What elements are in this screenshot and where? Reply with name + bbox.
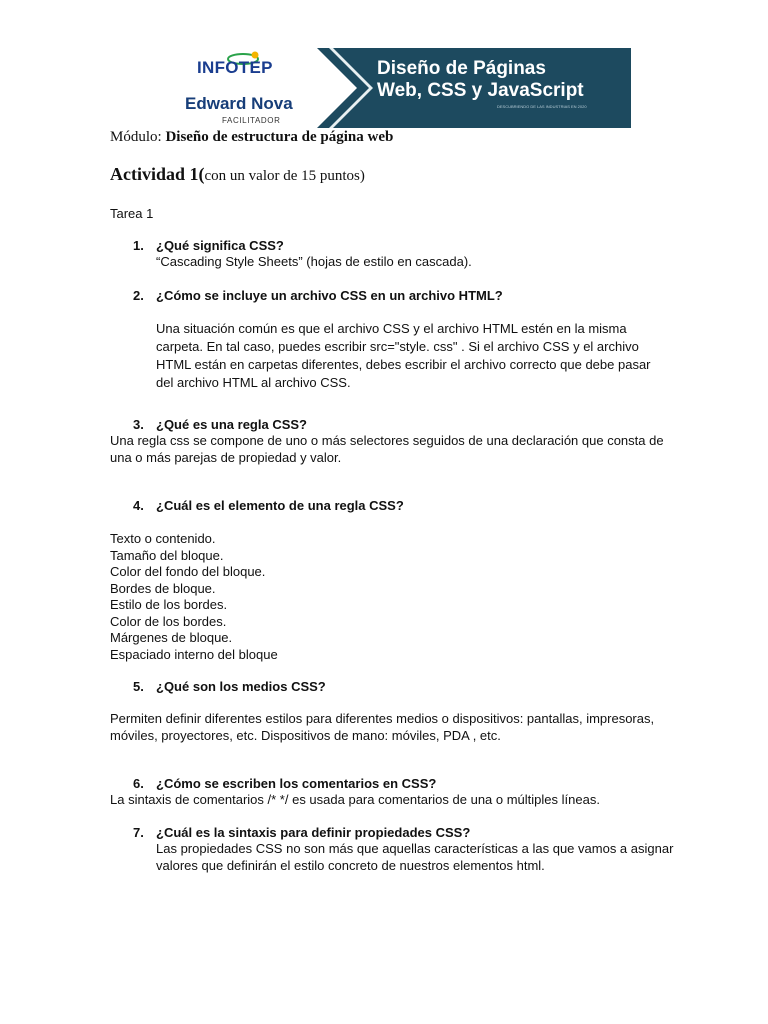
question-4: ¿Cuál es el elemento de una regla CSS? [156, 498, 404, 513]
activity-heading [110, 164, 365, 185]
answer-line: Una regla css se compone de uno o más selectores seguidos de una declaración que consta de [110, 433, 664, 448]
answer-1 [156, 254, 472, 271]
module-line [110, 129, 393, 146]
question-number: 2. [133, 288, 144, 303]
answer-line: Una situación común es que el archivo CSS y el archivo HTML estén en la misma [156, 321, 627, 336]
answer-line: móviles, proyectores, etc. Dispositivos de mano: móviles, PDA , etc. [110, 727, 501, 743]
answer-line: “Cascading Style Sheets” (hojas de estilo en cascada). [156, 254, 472, 269]
task-label: Tarea 1 [110, 206, 154, 221]
question-number: 3. [133, 417, 144, 432]
banner-facilitator-role: FACILITADOR [222, 116, 281, 125]
question-2: ¿Cómo se incluye un archivo CSS en un archivo HTML? [156, 288, 503, 303]
question-number: 5. [133, 679, 144, 694]
activity-title: Actividad 1( [110, 164, 205, 184]
question-number: 4. [133, 498, 144, 513]
answer-line: La sintaxis de comentarios /* */ es usada para comentarios de una o múltiples líneas. [110, 792, 600, 807]
module-label: Módulo: [110, 129, 162, 145]
answer-line: Permiten definir diferentes estilos para diferentes medios o dispositivos: pantallas, impresoras, [110, 711, 655, 726]
answer-6 [110, 792, 600, 809]
activity-note: con un valor de 15 puntos) [204, 168, 365, 184]
list-item: Estilo de los bordes. [110, 597, 228, 612]
answer-7 [156, 841, 673, 874]
answer-4-list [110, 531, 278, 663]
banner-facilitator-name: Edward Nova [185, 94, 293, 113]
banner-course-line-1: Diseño de Páginas [377, 58, 546, 79]
question-7: ¿Cuál es la sintaxis para definir propiedades CSS? [156, 825, 471, 840]
question-1: ¿Qué significa CSS? [156, 238, 284, 253]
answer-line: Las propiedades CSS no son más que aquellas características a las que vamos a asignar [156, 841, 674, 856]
list-item: Márgenes de bloque. [110, 630, 233, 645]
list-item: Bordes de bloque. [110, 580, 216, 596]
question-number: 7. [133, 825, 144, 840]
question-number: 6. [133, 776, 144, 791]
banner-course-line-2: Web, CSS y JavaScript [377, 80, 584, 101]
answer-line: HTML están en carpetas diferentes, debes escribir el archivo correcto que debe pasar [156, 357, 651, 372]
list-item: Espaciado interno del bloque [110, 646, 278, 662]
question-5: ¿Qué son los medios CSS? [156, 679, 326, 694]
list-item: Tamaño del bloque. [110, 547, 224, 563]
answer-line: del archivo HTML al archivo CSS. [156, 375, 351, 390]
answer-line: una o más parejas de propiedad y valor. [110, 449, 342, 465]
list-item: Color de los bordes. [110, 613, 227, 629]
question-number: 1. [133, 238, 144, 253]
answer-3 [110, 433, 664, 466]
question-6: ¿Cómo se escriben los comentarios en CSS? [156, 776, 437, 791]
list-item: Color del fondo del bloque. [110, 564, 266, 579]
banner-org-name: INFOTEP [197, 58, 273, 77]
course-banner [137, 48, 631, 128]
answer-line: carpeta. En tal caso, puedes escribir src="style. css" . Si el archivo CSS y el archivo [156, 339, 639, 354]
banner-course-title [377, 58, 627, 102]
question-3: ¿Qué es una regla CSS? [156, 417, 307, 432]
module-value: Diseño de estructura de página web [165, 129, 394, 145]
answer-line: valores que definirán el estilo concreto de nuestros elementos html. [156, 857, 545, 873]
answer-2 [156, 320, 651, 392]
list-item: Texto o contenido. [110, 531, 216, 546]
answer-5 [110, 711, 654, 744]
banner-tagline: DESCUBRIENDO DE LAS INDUSTRIAS EN 2020 [497, 104, 587, 109]
